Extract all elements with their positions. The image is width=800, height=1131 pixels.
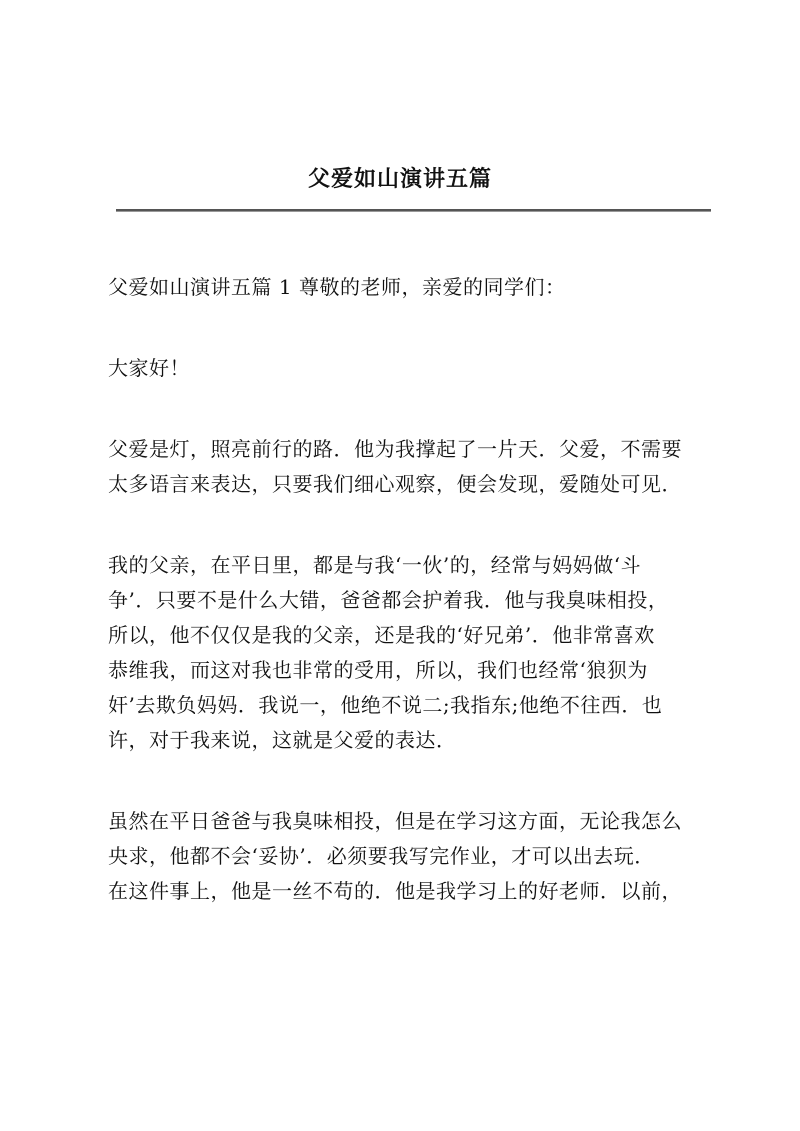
document-title: 父爱如山演讲五篇 (307, 166, 492, 192)
text-line: 虽然在平日爸爸与我臭味相投，但是在学习这方面，无论我怎么 (108, 809, 682, 833)
text-line: 大家好！ (108, 356, 190, 380)
document-body (108, 270, 714, 955)
paragraph-my-father (108, 548, 714, 758)
text-line: 央求，他都不会‘妥协’．必须要我写完作业，才可以出去玩． (108, 844, 655, 868)
title-divider (116, 209, 711, 212)
text-line: 争’．只要不是什么大错，爸爸都会护着我．他与我臭味相投， (108, 588, 669, 612)
paragraph-hello (108, 351, 714, 386)
paragraph-study (108, 804, 714, 909)
text-line: 许，对于我来说，这就是父爱的表达． (108, 728, 457, 752)
paragraph-father-light (108, 432, 714, 502)
text-line: 太多语言来表达，只要我们细心观察，便会发现，爱随处可见． (108, 472, 682, 496)
text-line: 父爱如山演讲五篇 1 尊敬的老师，亲爱的同学们： (108, 275, 566, 299)
text-line: 在这件事上，他是一丝不苟的．他是我学习上的好老师．以前， (108, 879, 682, 903)
text-line: 所以，他不仅仅是我的父亲，还是我的‘好兄弟’．他非常喜欢 (108, 623, 655, 647)
text-line: 父爱是灯，照亮前行的路．他为我撑起了一片天．父爱，不需要 (108, 437, 682, 461)
text-line: 奸’去欺负妈妈．我说一，他绝不说二;我指东;他绝不往西．也 (108, 693, 663, 717)
text-line: 我的父亲，在平日里，都是与我‘一伙’的，经常与妈妈做‘斗 (108, 553, 642, 577)
text-line: 恭维我，而这对我也非常的受用，所以，我们也经常‘狼狈为 (108, 658, 648, 682)
paragraph-greeting (108, 270, 714, 305)
